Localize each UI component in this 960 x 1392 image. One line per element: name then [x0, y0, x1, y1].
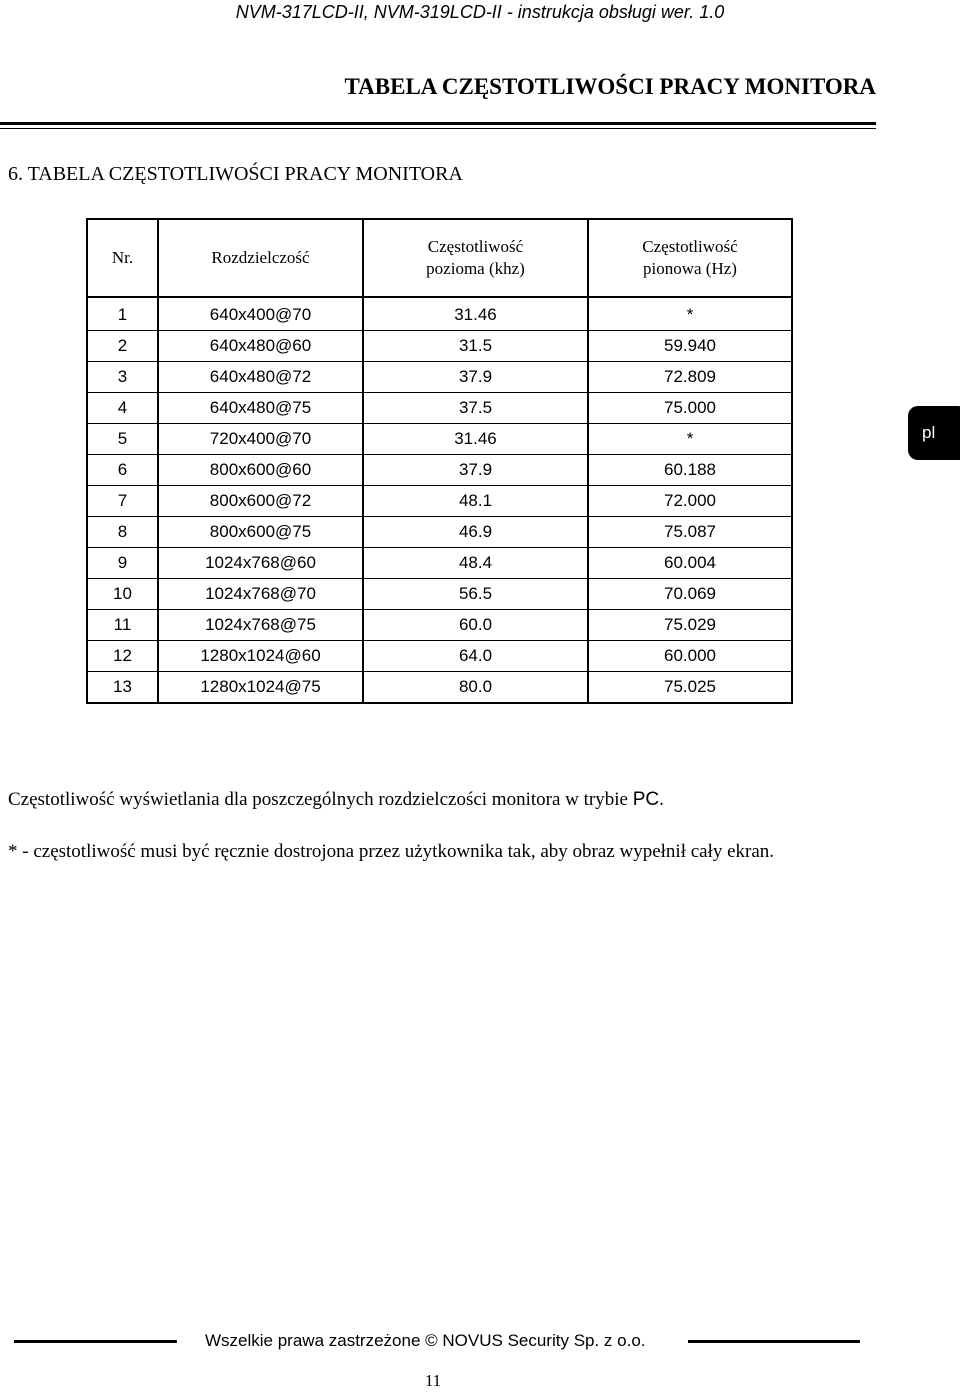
running-header: NVM-317LCD-II, NVM-319LCD-II - instrukcja obsługi wer. 1.0 [235, 2, 725, 22]
cell-nr: 13 [87, 672, 158, 704]
cell-nr: 6 [87, 455, 158, 486]
table-row [87, 517, 792, 548]
table-row [87, 297, 792, 331]
table-row [87, 610, 792, 641]
cell-horizontal-frequency: 37.9 [363, 362, 588, 393]
table-row [87, 455, 792, 486]
cell-vertical-frequency: 75.029 [588, 610, 792, 641]
cell-resolution: 1024x768@70 [158, 579, 363, 610]
cell-vertical-frequency: 59.940 [588, 331, 792, 362]
cell-resolution: 1024x768@75 [158, 610, 363, 641]
table-row [87, 641, 792, 672]
cell-horizontal-frequency: 31.5 [363, 331, 588, 362]
header-horizontal-frequency [363, 219, 588, 297]
cell-resolution: 1280x1024@75 [158, 672, 363, 704]
cell-vertical-frequency: 70.069 [588, 579, 792, 610]
cell-horizontal-frequency: 37.5 [363, 393, 588, 424]
header-v-freq-line2: pionowa (Hz) [643, 259, 737, 278]
cell-horizontal-frequency: 31.46 [363, 297, 588, 331]
cell-vertical-frequency: 72.809 [588, 362, 792, 393]
table-row [87, 362, 792, 393]
header-rule-thin [0, 128, 876, 129]
cell-resolution: 640x480@75 [158, 393, 363, 424]
header-v-freq-line1: Częstotliwość [642, 237, 738, 256]
cell-resolution: 640x400@70 [158, 297, 363, 331]
cell-vertical-frequency: 75.087 [588, 517, 792, 548]
frequency-table [86, 218, 793, 704]
cell-vertical-frequency: 72.000 [588, 486, 792, 517]
cell-horizontal-frequency: 60.0 [363, 610, 588, 641]
table-row [87, 331, 792, 362]
cell-vertical-frequency: 60.188 [588, 455, 792, 486]
chapter-title: 6. TABELA CZĘSTOTLIWOŚCI PRACY MONITORA [8, 163, 463, 185]
footer-rule-left [14, 1340, 177, 1343]
section-title: TABELA CZĘSTOTLIWOŚCI PRACY MONITORA [344, 74, 876, 99]
header-nr: Nr. [87, 219, 158, 297]
cell-nr: 2 [87, 331, 158, 362]
header-vertical-frequency [588, 219, 792, 297]
cell-vertical-frequency: 75.025 [588, 672, 792, 704]
cell-resolution: 640x480@60 [158, 331, 363, 362]
cell-vertical-frequency: * [588, 424, 792, 455]
table-row [87, 548, 792, 579]
cell-nr: 3 [87, 362, 158, 393]
note-pc-mode-text: Częstotliwość wyświetlania dla poszczególnych rozdzielczości monitora w trybie [8, 789, 633, 810]
header-h-freq-line1: Częstotliwość [427, 237, 524, 256]
cell-nr: 10 [87, 579, 158, 610]
cell-vertical-frequency: 75.000 [588, 393, 792, 424]
table-row [87, 486, 792, 517]
note-pc-end: . [659, 789, 664, 810]
cell-nr: 1 [87, 297, 158, 331]
language-tab: pl [908, 406, 960, 460]
cell-resolution: 800x600@60 [158, 455, 363, 486]
cell-resolution: 720x400@70 [158, 424, 363, 455]
page-number: 11 [424, 1371, 442, 1390]
table-header-row [87, 219, 792, 297]
cell-resolution: 1280x1024@60 [158, 641, 363, 672]
cell-horizontal-frequency: 56.5 [363, 579, 588, 610]
cell-horizontal-frequency: 80.0 [363, 672, 588, 704]
cell-resolution: 800x600@72 [158, 486, 363, 517]
cell-nr: 7 [87, 486, 158, 517]
header-resolution: Rozdzielczość [158, 219, 363, 297]
cell-resolution: 1024x768@60 [158, 548, 363, 579]
table-row [87, 579, 792, 610]
cell-horizontal-frequency: 48.4 [363, 548, 588, 579]
table-row [87, 393, 792, 424]
table-row [87, 424, 792, 455]
table-body [87, 297, 792, 703]
note-pc-label: PC [632, 789, 660, 810]
cell-resolution: 800x600@75 [158, 517, 363, 548]
cell-horizontal-frequency: 64.0 [363, 641, 588, 672]
cell-nr: 12 [87, 641, 158, 672]
footer-copyright: Wszelkie prawa zastrzeżone © NOVUS Security Sp. z o.o. [205, 1331, 646, 1350]
cell-vertical-frequency: * [588, 297, 792, 331]
header-h-freq-line2: pozioma (khz) [426, 259, 525, 278]
note-asterisk: * - częstotliwość musi być ręcznie dostrojona przez użytkownika tak, aby obraz wypełnił cały ekran. [8, 841, 775, 862]
cell-nr: 11 [87, 610, 158, 641]
cell-horizontal-frequency: 31.46 [363, 424, 588, 455]
cell-horizontal-frequency: 48.1 [363, 486, 588, 517]
footer-rule-right [688, 1340, 860, 1343]
cell-resolution: 640x480@72 [158, 362, 363, 393]
note-pc-mode [8, 789, 664, 811]
cell-vertical-frequency: 60.000 [588, 641, 792, 672]
cell-vertical-frequency: 60.004 [588, 548, 792, 579]
table-row [87, 672, 792, 704]
cell-nr: 5 [87, 424, 158, 455]
cell-nr: 8 [87, 517, 158, 548]
cell-horizontal-frequency: 37.9 [363, 455, 588, 486]
cell-nr: 9 [87, 548, 158, 579]
cell-nr: 4 [87, 393, 158, 424]
cell-horizontal-frequency: 46.9 [363, 517, 588, 548]
header-rule-thick [0, 122, 876, 125]
